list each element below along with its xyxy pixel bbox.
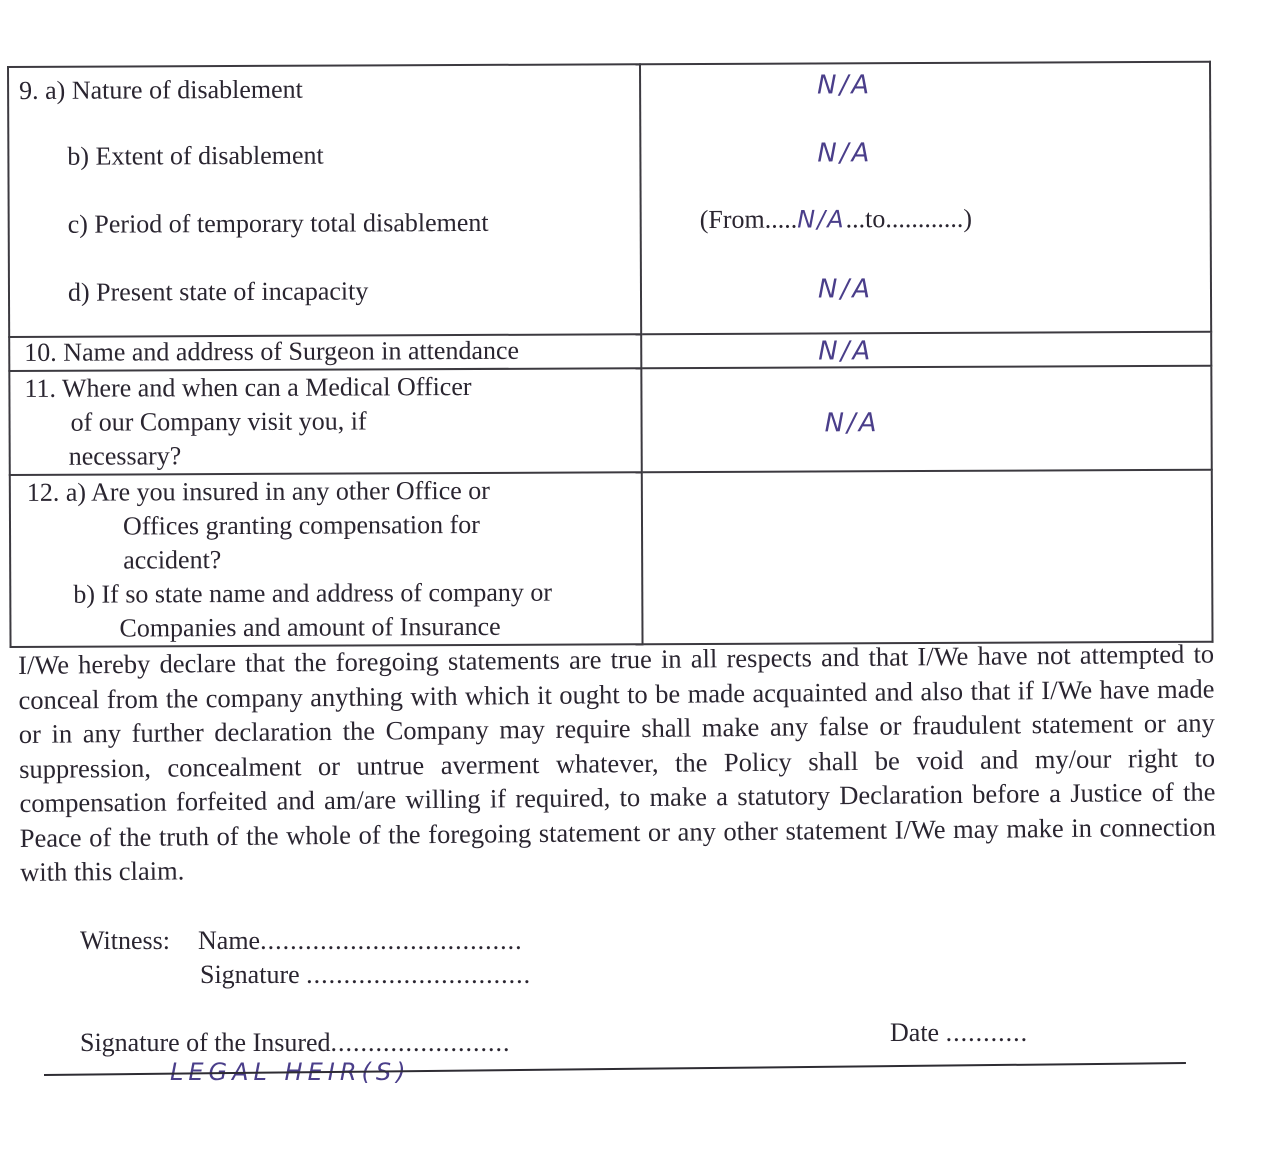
insured-signature-dots: ........................	[330, 1028, 511, 1057]
date-dots: ...........	[945, 1018, 1029, 1047]
question-9b: b) Extent of disablement	[67, 140, 324, 171]
question-11-line1: 11. Where and when can a Medical Officer	[24, 371, 472, 403]
answer-9a: N/A	[817, 70, 873, 101]
row-disablement	[8, 62, 1211, 337]
other-insurance-question	[10, 472, 643, 647]
row-medical-officer	[9, 366, 1211, 475]
answer-9c-prefix: (From.....	[699, 204, 798, 234]
question-10: 10. Name and address of Surgeon in attendance	[24, 335, 520, 367]
question-11-line3: necessary?	[68, 441, 182, 471]
question-12a-line1: 12. a) Are you insured in any other Office or	[26, 475, 490, 507]
witness-name-label	[198, 926, 523, 956]
other-insurance-answer	[642, 470, 1213, 644]
surgeon-question	[9, 334, 641, 371]
date-text: Date	[890, 1018, 940, 1047]
question-9c: c) Period of temporary total disablement	[67, 207, 489, 239]
question-12a-line2: Offices granting compensation for	[122, 509, 480, 541]
witness-signature-label	[200, 960, 531, 990]
date-label	[890, 1018, 1028, 1048]
witness-signature-dots: ..............................	[306, 960, 532, 989]
witness-signature-text: Signature	[200, 960, 300, 989]
insured-signature-label	[80, 1028, 511, 1058]
disablement-questions	[8, 64, 641, 337]
question-9d: d) Present state of incapacity	[67, 276, 369, 307]
witness-name-dots: ...................................	[260, 926, 523, 955]
answer-9c-suffix: ...to............)	[845, 203, 973, 234]
question-11-line2: of our Company visit you, if	[70, 406, 367, 437]
question-12b-line2: Companies and amount of Insurance	[119, 611, 501, 643]
surgeon-answer	[641, 332, 1211, 368]
question-12a-line3: accident?	[123, 545, 222, 575]
declaration-text: I/We hereby declare that the foregoing statements are true in all respects and that I/We have not attempted to conceal from the company anything with which it ought to be made acquainted and also that if I/We have made or in any further declaration the Company may require shall make any false or fraudulent statement or any suppression, concealment or untrue averment whatever, the Policy shall be void and my/our right to compensation forfeited and am/are willing if required, to make a statutory Declaration before a Justice of the Peace of the truth of the whole of the foregoing statement or any other statement I/We may make in connection with this claim.	[18, 638, 1216, 887]
medical-officer-answer	[641, 366, 1211, 472]
row-surgeon	[9, 332, 1211, 371]
answer-9b: N/A	[817, 138, 873, 169]
insured-signature-text: Signature of the Insured	[80, 1028, 331, 1057]
legal-heirs-handwriting: LEGAL HEIR(S)	[170, 1058, 411, 1086]
answer-11: N/A	[824, 408, 880, 439]
question-12b-line1: b) If so state name and address of company or	[73, 577, 553, 609]
claim-form-table	[7, 61, 1214, 648]
witness-name-text: Name	[198, 926, 261, 955]
answer-9d: N/A	[817, 274, 874, 305]
answer-10: N/A	[818, 336, 874, 367]
answer-9c	[700, 202, 973, 237]
question-9a: 9. a) Nature of disablement	[19, 74, 303, 105]
answer-9c-value: N/A	[797, 205, 846, 234]
medical-officer-question	[9, 368, 641, 475]
disablement-answers	[640, 62, 1211, 334]
witness-label: Witness:	[80, 926, 170, 955]
row-other-insurance	[10, 470, 1213, 647]
